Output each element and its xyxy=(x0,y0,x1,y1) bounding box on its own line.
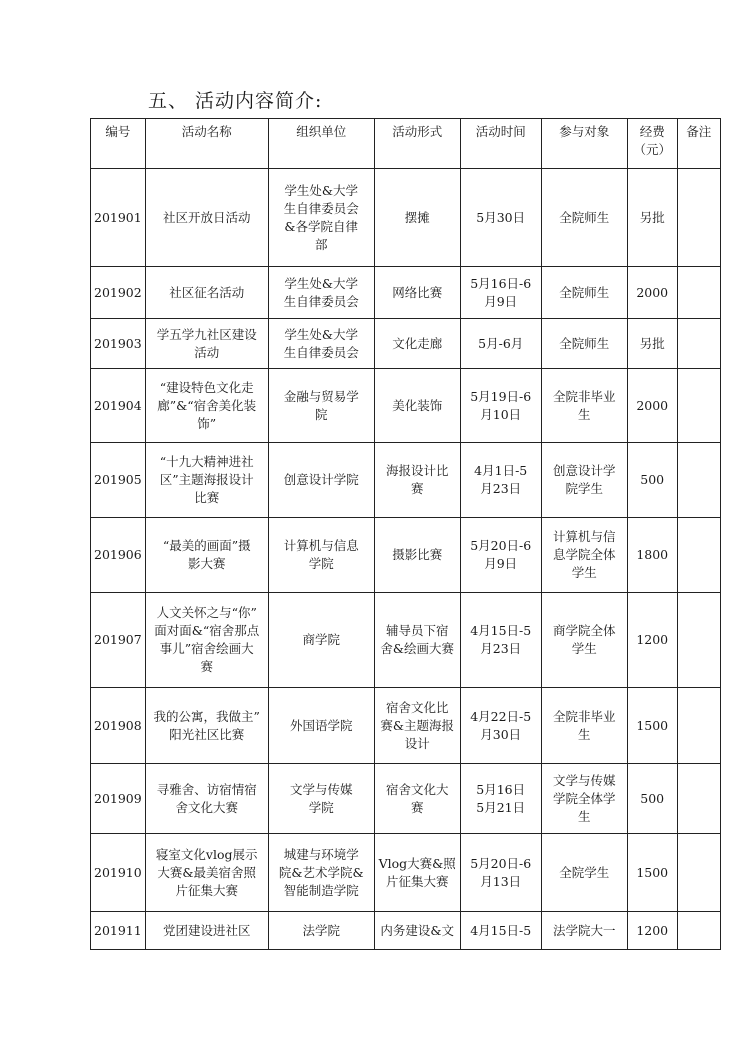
table-row xyxy=(91,443,721,518)
cell-org: 文学与传媒 学院 xyxy=(268,764,374,834)
cell-note xyxy=(677,443,720,518)
cell-name: 社区征名活动 xyxy=(145,267,268,319)
cell-fund: 1800 xyxy=(627,518,677,593)
cell-target: 法学院大一 xyxy=(541,912,627,950)
cell-target: 文学与传媒 学院全体学 生 xyxy=(541,764,627,834)
cell-note xyxy=(677,267,720,319)
header-time: 活动时间 xyxy=(460,119,541,169)
cell-form: 网络比赛 xyxy=(374,267,460,319)
section-heading: 五、 活动内容简介: xyxy=(148,90,323,112)
activity-table xyxy=(90,118,721,950)
cell-note xyxy=(677,593,720,688)
cell-id: 201910 xyxy=(91,834,146,912)
cell-target: 全院非毕业 生 xyxy=(541,369,627,443)
cell-fund: 500 xyxy=(627,443,677,518)
cell-org: 金融与贸易学 院 xyxy=(268,369,374,443)
cell-org: 学生处&大学 生自律委员会 xyxy=(268,267,374,319)
cell-note xyxy=(677,834,720,912)
cell-fund: 另批 xyxy=(627,169,677,267)
cell-note xyxy=(677,688,720,764)
cell-name: 我的公寓，我做主” 阳光社区比赛 xyxy=(145,688,268,764)
cell-fund: 2000 xyxy=(627,369,677,443)
header-target: 参与对象 xyxy=(541,119,627,169)
cell-time: 5月16日-6 月9日 xyxy=(460,267,541,319)
cell-form: 文化走廊 xyxy=(374,319,460,369)
cell-name: 社区开放日活动 xyxy=(145,169,268,267)
table-row xyxy=(91,834,721,912)
cell-id: 201904 xyxy=(91,369,146,443)
cell-note xyxy=(677,764,720,834)
cell-target: 计算机与信 息学院全体 学生 xyxy=(541,518,627,593)
cell-org: 法学院 xyxy=(268,912,374,950)
cell-fund: 1500 xyxy=(627,834,677,912)
header-row xyxy=(91,119,721,169)
cell-form: 辅导员下宿 舍&绘画大赛 xyxy=(374,593,460,688)
table-row xyxy=(91,369,721,443)
table-row xyxy=(91,912,721,950)
cell-target: 全院师生 xyxy=(541,169,627,267)
table-row xyxy=(91,764,721,834)
cell-time: 4月22日-5 月30日 xyxy=(460,688,541,764)
cell-time: 4月15日-5 xyxy=(460,912,541,950)
cell-form: Vlog大赛&照 片征集大赛 xyxy=(374,834,460,912)
cell-fund: 1200 xyxy=(627,912,677,950)
cell-id: 201907 xyxy=(91,593,146,688)
cell-name: 寻雅舍、访宿情宿 舍文化大赛 xyxy=(145,764,268,834)
header-form: 活动形式 xyxy=(374,119,460,169)
cell-target: 全院非毕业 生 xyxy=(541,688,627,764)
cell-org: 创意设计学院 xyxy=(268,443,374,518)
cell-id: 201902 xyxy=(91,267,146,319)
header-id: 编号 xyxy=(91,119,146,169)
cell-form: 宿舍文化比 赛&主题海报 设计 xyxy=(374,688,460,764)
cell-form: 摄影比赛 xyxy=(374,518,460,593)
cell-note xyxy=(677,319,720,369)
cell-id: 201901 xyxy=(91,169,146,267)
cell-form: 宿舍文化大 赛 xyxy=(374,764,460,834)
cell-note xyxy=(677,369,720,443)
cell-note xyxy=(677,518,720,593)
cell-form: 海报设计比 赛 xyxy=(374,443,460,518)
table-row xyxy=(91,267,721,319)
cell-fund: 1200 xyxy=(627,593,677,688)
table-row xyxy=(91,518,721,593)
cell-name: “十九大精神进社 区”主题海报设计 比赛 xyxy=(145,443,268,518)
table-row xyxy=(91,593,721,688)
cell-form: 美化装饰 xyxy=(374,369,460,443)
cell-org: 外国语学院 xyxy=(268,688,374,764)
cell-time: 5月20日-6 月13日 xyxy=(460,834,541,912)
cell-id: 201905 xyxy=(91,443,146,518)
cell-form: 摆摊 xyxy=(374,169,460,267)
cell-fund: 500 xyxy=(627,764,677,834)
cell-org: 学生处&大学 生自律委员会 xyxy=(268,319,374,369)
cell-time: 4月1日-5 月23日 xyxy=(460,443,541,518)
cell-form: 内务建设&文 xyxy=(374,912,460,950)
cell-org: 城建与环境学 院&艺术学院& 智能制造学院 xyxy=(268,834,374,912)
cell-target: 全院师生 xyxy=(541,319,627,369)
cell-id: 201906 xyxy=(91,518,146,593)
table-row xyxy=(91,319,721,369)
cell-fund: 1500 xyxy=(627,688,677,764)
header-org: 组织单位 xyxy=(268,119,374,169)
header-fund: 经费 （元） xyxy=(627,119,677,169)
table-row xyxy=(91,688,721,764)
cell-note xyxy=(677,169,720,267)
cell-target: 创意设计学 院学生 xyxy=(541,443,627,518)
header-name: 活动名称 xyxy=(145,119,268,169)
cell-time: 5月-6月 xyxy=(460,319,541,369)
header-note: 备注 xyxy=(677,119,720,169)
cell-id: 201911 xyxy=(91,912,146,950)
cell-time: 5月19日-6 月10日 xyxy=(460,369,541,443)
cell-org: 商学院 xyxy=(268,593,374,688)
cell-target: 商学院全体 学生 xyxy=(541,593,627,688)
cell-time: 5月16日 5月21日 xyxy=(460,764,541,834)
cell-fund: 另批 xyxy=(627,319,677,369)
cell-fund: 2000 xyxy=(627,267,677,319)
cell-name: “最美的画面”摄 影大赛 xyxy=(145,518,268,593)
cell-name: 学五学九社区建设 活动 xyxy=(145,319,268,369)
cell-name: “建设特色文化走 廊”&“宿舍美化装 饰” xyxy=(145,369,268,443)
cell-id: 201903 xyxy=(91,319,146,369)
cell-org: 计算机与信息 学院 xyxy=(268,518,374,593)
cell-target: 全院师生 xyxy=(541,267,627,319)
cell-name: 人文关怀之与“你” 面对面&“宿舍那点 事儿”宿舍绘画大 赛 xyxy=(145,593,268,688)
cell-target: 全院学生 xyxy=(541,834,627,912)
cell-name: 寝室文化vlog展示 大赛&最美宿舍照 片征集大赛 xyxy=(145,834,268,912)
table-row xyxy=(91,169,721,267)
cell-org: 学生处&大学 生自律委员会 &各学院自律 部 xyxy=(268,169,374,267)
cell-time: 4月15日-5 月23日 xyxy=(460,593,541,688)
cell-id: 201908 xyxy=(91,688,146,764)
cell-name: 党团建设进社区 xyxy=(145,912,268,950)
cell-time: 5月20日-6 月9日 xyxy=(460,518,541,593)
cell-note xyxy=(677,912,720,950)
cell-time: 5月30日 xyxy=(460,169,541,267)
cell-id: 201909 xyxy=(91,764,146,834)
